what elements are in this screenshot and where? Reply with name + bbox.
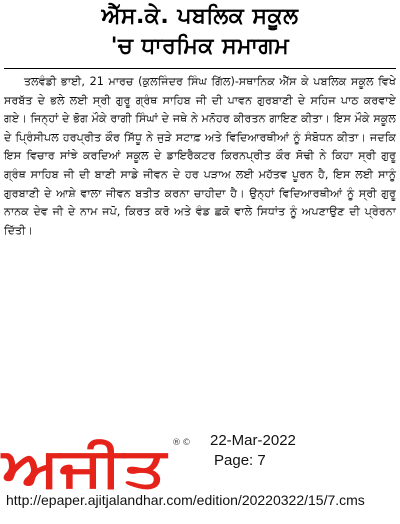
page-number: Page: 7 — [214, 452, 266, 469]
headline — [4, 2, 396, 62]
edition-date: 22-Mar-2022 — [210, 432, 296, 449]
headline-divider — [4, 68, 396, 69]
ajit-logo-graphic — [0, 430, 170, 492]
news-article — [4, 2, 396, 240]
registered-mark: ®© — [172, 438, 192, 448]
article-body: ਤਲਵੰਡੀ ਭਾਈ, 21 ਮਾਰਚ (ਕੁਲਜਿੰਦਰ ਸਿੰਘ ਗਿੱਲ)-ਸਥਾਨਿਕ ਐੱਸ ਕੇ ਪਬਲਿਕ ਸਕੂਲ ਵਿਖੇ ਸਰਬੱਤ ਦੇ ਭਲੇ ਲਈ ਸ੍ਰੀ ਗੁਰੂ ਗ੍ਰੰਥ ਸਾਹਿਬ ਜੀ ਦੀ ਪਾਵਨ ਗੁਰਬਾਣੀ ਦੇ ਸਹਿਜ ਪਾਠ ਕਰਵਾਏ ਗਏ। ਜਿਨ੍ਹਾਂ ਦੇ ਭੋਗ ਮੌਕੇ ਰਾਗੀ ਸਿੰਘਾਂ ਦੇ ਜਥੇ ਨੇ ਮਨੋਹਰ ਕੀਰਤਨ ਗਾਇਣ ਕੀਤਾ। ਇਸ ਮੌਕੇ ਸਕੂਲ ਦੇ ਪ੍ਰਿੰਸੀਪਲ ਹਰਪ੍ਰੀਤ ਕੌਰ ਸਿੱਧੂ ਨੇ ਜੁੜੇ ਸਟਾਫ਼ ਅਤੇ ਵਿਦਿਆਰਥੀਆਂ ਨੂੰ ਸੰਬੋਧਨ ਕੀਤਾ। ਜਦਕਿ ਇਸ ਵਿਚਾਰ ਸਾਂਝੇ ਕਰਦਿਆਂ ਸਕੂਲ ਦੇ ਡਾਇਰੈਕਟਰ ਕਿਰਨਪ੍ਰੀਤ ਕੌਰ ਸੋਢੀ ਨੇ ਕਿਹਾ ਸ੍ਰੀ ਗੁਰੂ ਗ੍ਰੰਥ ਸਾਹਿਬ ਜੀ ਦੀ ਬਾਣੀ ਸਾਡੇ ਜੀਵਨ ਦੇ ਹਰ ਪੜਾਅ ਲਈ ਮਹੱਤਵ ਪੂਰਨ ਹੈ, ਇਸ ਲਈ ਸਾਨੂੰ ਗੁਰਬਾਣੀ ਦੇ ਆਸ਼ੇ ਵਾਲਾ ਜੀਵਨ ਬਤੀਤ ਕਰਨਾ ਚਾਹੀਦਾ ਹੈ। ਉਨ੍ਹਾਂ ਵਿਦਿਆਰਥੀਆਂ ਨੂੰ ਸ੍ਰੀ ਗੁਰੂ ਨਾਨਕ ਦੇਵ ਜੀ ਦੇ ਨਾਮ ਜਪੋ, ਕਿਰਤ ਕਰੋ ਅਤੇ ਵੰਡ ਛਕੋ ਵਾਲੇ ਸਿਧਾਂਤ ਨੂੰ ਅਪਣਾਉਣ ਦੀ ਪ੍ਰੇਰਨਾ ਦਿੱਤੀ। — [4, 75, 396, 237]
clipping-footer — [0, 424, 400, 524]
headline-line-2: 'ਚ ਧਾਰਮਿਕ ਸਮਾਗਮ — [110, 34, 290, 59]
ajit-logo-text: ਅਜੀਤ — [0, 436, 170, 492]
headline-line-1: ਐੱਸ.ਕੇ. ਪਬਲਿਕ ਸਕੂਲ — [101, 4, 299, 29]
ajit-logo — [0, 430, 170, 492]
source-url: http://epaper.ajitjalandhar.com/edition/20220322/15/7.cms — [6, 492, 365, 508]
